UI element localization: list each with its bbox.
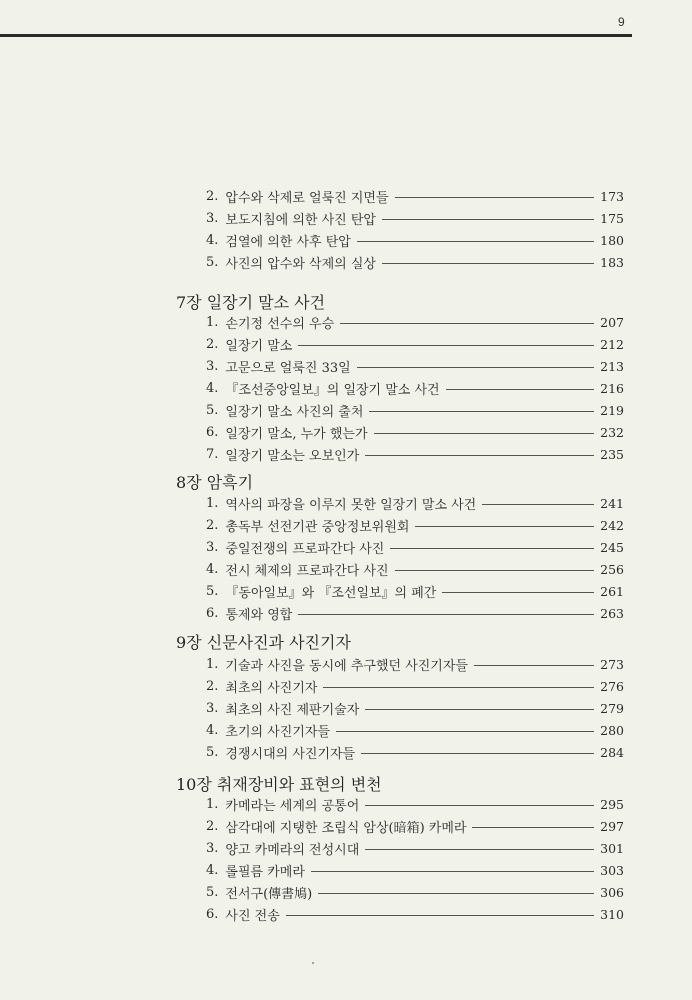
toc-entry (206, 515, 624, 535)
paper-speck (312, 962, 314, 964)
entry-page-number: 284 (600, 744, 624, 760)
toc-entry (206, 312, 624, 332)
entry-title: 일장기 말소, 누가 했는가 (225, 426, 368, 442)
toc-entry (206, 230, 624, 250)
leader-line (472, 827, 594, 828)
leader-line (442, 592, 594, 593)
entry-number: 5. (206, 583, 219, 599)
leader-line (382, 263, 594, 264)
entry-number: 5. (206, 402, 219, 418)
toc-entry (206, 742, 624, 762)
leader-line (286, 915, 594, 916)
page-number: 9 (618, 15, 625, 29)
leader-line (395, 570, 595, 571)
entry-number: 6. (206, 424, 219, 440)
entry-title: 삼각대에 지탱한 조립식 암상(暗箱) 카메라 (225, 820, 467, 836)
entry-page-number: 297 (600, 818, 624, 834)
entry-title: 총독부 선전기관 중앙정보위원회 (225, 519, 410, 535)
entry-page-number: 280 (600, 722, 624, 738)
toc-entry (206, 493, 624, 513)
leader-line (365, 805, 594, 806)
entry-page-number: 242 (600, 517, 624, 533)
toc-entry (206, 654, 624, 674)
entry-page-number: 276 (600, 678, 624, 694)
entry-title: 전시 체제의 프로파간다 사진 (225, 563, 389, 579)
entry-page-number: 310 (600, 906, 624, 922)
entry-page-number: 219 (600, 402, 624, 418)
entry-title: 최초의 사진 제판기술자 (225, 702, 360, 718)
entry-number: 1. (206, 314, 219, 330)
toc-entry (206, 444, 624, 464)
toc-entry (206, 537, 624, 557)
leader-line (365, 709, 594, 710)
leader-line (361, 753, 594, 754)
entry-page-number: 216 (600, 380, 624, 396)
leader-line (446, 389, 595, 390)
entry-title: 고문으로 얼룩진 33일 (225, 360, 351, 376)
leader-line (374, 433, 595, 434)
entry-number: 5. (206, 884, 219, 900)
toc-entry (206, 186, 624, 206)
entry-page-number: 261 (600, 583, 624, 599)
toc-entry (206, 698, 624, 718)
leader-line (357, 241, 594, 242)
toc-entry (206, 252, 624, 272)
entry-page-number: 213 (600, 358, 624, 374)
entry-title: 검열에 의한 사후 탄압 (225, 234, 351, 250)
leader-line (318, 893, 594, 894)
toc-entry (206, 400, 624, 420)
entry-page-number: 207 (600, 314, 624, 330)
toc-entry (206, 581, 624, 601)
leader-line (365, 849, 594, 850)
leader-line (336, 731, 594, 732)
entry-title: 『동아일보』와 『조선일보』의 폐간 (225, 585, 437, 601)
toc-entry (206, 559, 624, 579)
entry-number: 3. (206, 210, 219, 226)
toc-entry (206, 356, 624, 376)
entry-number: 2. (206, 188, 219, 204)
entry-title: 통제와 영합 (225, 607, 293, 623)
leader-line (365, 455, 594, 456)
entry-page-number: 306 (600, 884, 624, 900)
entry-title: 손기정 선수의 우승 (225, 316, 335, 332)
leader-line (390, 548, 594, 549)
leader-line (382, 219, 594, 220)
entry-number: 3. (206, 840, 219, 856)
entry-page-number: 301 (600, 840, 624, 856)
entry-number: 3. (206, 539, 219, 555)
leader-line (482, 504, 594, 505)
entry-number: 2. (206, 336, 219, 352)
entry-page-number: 279 (600, 700, 624, 716)
entry-title: 사진의 압수와 삭제의 실상 (225, 256, 376, 272)
entry-page-number: 245 (600, 539, 624, 555)
leader-line (415, 526, 594, 527)
entry-page-number: 183 (600, 254, 624, 270)
chapter-title: 8장 암흑기 (176, 473, 254, 492)
entry-title: 기술과 사진을 동시에 추구했던 사진기자들 (225, 658, 468, 674)
toc-entry (206, 838, 624, 858)
entry-number: 2. (206, 517, 219, 533)
entry-title: 카메라는 세계의 공통어 (225, 798, 360, 814)
entry-number: 1. (206, 495, 219, 511)
entry-title: 양고 카메라의 전성시대 (225, 842, 360, 858)
entry-title: 『조선중앙일보』의 일장기 말소 사건 (225, 382, 440, 398)
entry-title: 일장기 말소는 오보인가 (225, 448, 360, 464)
leader-line (474, 665, 594, 666)
entry-title: 롤필름 카메라 (225, 864, 305, 880)
leader-line (298, 345, 594, 346)
entry-title: 경쟁시대의 사진기자들 (225, 746, 356, 762)
entry-title: 중일전쟁의 프로파간다 사진 (225, 541, 385, 557)
entry-page-number: 173 (600, 188, 624, 204)
entry-title: 전서구(傳書鳩) (225, 886, 313, 902)
entry-page-number: 235 (600, 446, 624, 462)
chapter-title: 7장 일장기 말소 사건 (176, 293, 326, 312)
toc-entry (206, 378, 624, 398)
leader-line (298, 614, 594, 615)
entry-number: 2. (206, 678, 219, 694)
entry-title: 압수와 삭제로 얼룩진 지면들 (225, 190, 389, 206)
entry-number: 4. (206, 232, 219, 248)
entry-number: 4. (206, 862, 219, 878)
entry-number: 3. (206, 700, 219, 716)
entry-title: 일장기 말소 사진의 출처 (225, 404, 364, 420)
chapter-title: 9장 신문사진과 사진기자 (176, 633, 351, 652)
leader-line (357, 367, 594, 368)
entry-title: 사진 전송 (225, 908, 280, 924)
entry-page-number: 273 (600, 656, 624, 672)
toc-entry (206, 720, 624, 740)
leader-line (311, 871, 594, 872)
leader-line (395, 197, 595, 198)
chapter-title: 10장 취재장비와 표현의 변천 (176, 775, 382, 794)
toc-entry (206, 816, 624, 836)
entry-number: 4. (206, 380, 219, 396)
toc-entry (206, 860, 624, 880)
leader-line (323, 687, 594, 688)
entry-number: 1. (206, 656, 219, 672)
entry-title: 일장기 말소 (225, 338, 293, 354)
toc-entry (206, 904, 624, 924)
entry-number: 6. (206, 605, 219, 621)
entry-page-number: 212 (600, 336, 624, 352)
entry-title: 역사의 파장을 이루지 못한 일장기 말소 사건 (225, 497, 477, 513)
leader-line (369, 411, 594, 412)
entry-page-number: 295 (600, 796, 624, 812)
entry-page-number: 256 (600, 561, 624, 577)
entry-title: 보도지침에 의한 사진 탄압 (225, 212, 376, 228)
entry-title: 초기의 사진기자들 (225, 724, 331, 740)
toc-entry (206, 422, 624, 442)
toc-entry (206, 676, 624, 696)
entry-page-number: 232 (600, 424, 624, 440)
toc-entry (206, 603, 624, 623)
toc-entry (206, 794, 624, 814)
entry-page-number: 180 (600, 232, 624, 248)
entry-number: 3. (206, 358, 219, 374)
entry-page-number: 263 (600, 605, 624, 621)
entry-page-number: 241 (600, 495, 624, 511)
entry-number: 5. (206, 254, 219, 270)
entry-number: 2. (206, 818, 219, 834)
entry-number: 4. (206, 722, 219, 738)
entry-number: 6. (206, 906, 219, 922)
entry-number: 7. (206, 446, 219, 462)
entry-number: 1. (206, 796, 219, 812)
entry-page-number: 303 (600, 862, 624, 878)
toc-entry (206, 882, 624, 902)
entry-number: 5. (206, 744, 219, 760)
entry-title: 최초의 사진기자 (225, 680, 318, 696)
entry-page-number: 175 (600, 210, 624, 226)
leader-line (340, 323, 594, 324)
entry-number: 4. (206, 561, 219, 577)
toc-entry (206, 208, 624, 228)
toc-entry (206, 334, 624, 354)
